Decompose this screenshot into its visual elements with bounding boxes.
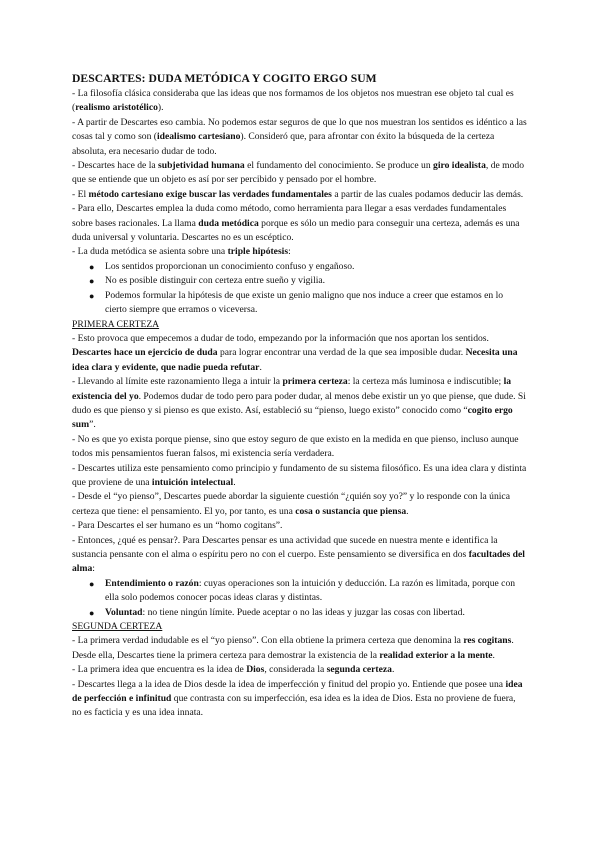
document-title: DESCARTES: DUDA METÓDICA Y COGITO ERGO SUM [72, 72, 377, 85]
bullet-icon: ● [89, 290, 95, 301]
text-run: , considerada la [264, 664, 327, 676]
bold-text: cogito ergo sum [72, 404, 513, 431]
list-item [72, 274, 527, 288]
text-run: . [492, 649, 495, 661]
bold-text: giro idealista [433, 160, 486, 172]
hypothesis-list [72, 260, 527, 318]
text-run: - Llevando al límite este razonamiento llega a intuir la [72, 376, 283, 388]
bold-text: Entendimiento o razón [105, 577, 199, 589]
text-run: - Esto provoca que empecemos a dudar de todo, empezando por la información que nos aportan los sentidos. [72, 332, 489, 344]
text-run: : la certeza más luminosa e indiscutible; [347, 376, 504, 388]
text-run: porque es sólo un medio para conseguir una certeza, además es una duda universal y voluntaria. Descartes no es un escéptico. [72, 217, 520, 244]
paragraph [72, 245, 527, 259]
text-run: - La duda metódica se asienta sobre una [72, 246, 228, 258]
text-run: Los sentidos proporcionan un conocimiento confuso y engañoso. [105, 260, 355, 272]
text-run: : [92, 563, 95, 575]
text-run: el fundamento del conocimiento. Se produce un [244, 160, 434, 172]
text-run: - Descartes hace de la [72, 160, 159, 172]
bold-text: realidad exterior a la mente [379, 649, 493, 661]
paragraph [72, 519, 527, 533]
text-run: , de modo que se entiende que un objeto es así por ser percibido y pensado por el hombre. [72, 160, 524, 186]
bold-text: idealismo cartesiano [157, 131, 241, 143]
section-heading-primera-certeza: PRIMERA CERTEZA [72, 318, 160, 330]
text-run: . Podemos dudar de todo pero para poder dudar, al menos debe existir un yo que piense, que dude. Si dudo es que pienso y si pienso es que existo. Así, estableció su “pienso, luego existo” conocido como “ [72, 390, 526, 416]
bold-text: triple hipótesis [227, 246, 289, 258]
bullet-icon: ● [89, 276, 95, 287]
text-run: a partir de las cuales podamos deducir las demás. [331, 188, 524, 200]
bold-text: Necesita una idea clara y evidente, que nadie pueda refutar [72, 347, 518, 373]
bold-text: intuición intelectual [151, 476, 234, 488]
text-run: ”. [89, 419, 96, 431]
list-item [72, 577, 527, 606]
text-run: - Desde el “yo pienso”, Descartes puede abordar la siguiente cuestión “¿quién soy yo?” y lo responde con la única certeza que tiene: el pensamiento. El yo, por tanto, es una [72, 491, 510, 517]
text-run: - La primera verdad indudable es el “yo pienso”. Con ella obtiene la primera certeza que denomina la [72, 635, 464, 647]
paragraph [72, 375, 527, 433]
paragraph [72, 534, 527, 577]
bold-text: facultades del alma [72, 549, 525, 575]
paragraph [72, 332, 527, 375]
bold-text: la existencia del yo [72, 376, 512, 402]
primera-certeza-paragraphs [72, 332, 527, 577]
segunda-certeza-paragraphs [72, 634, 527, 720]
text-run: . [233, 476, 236, 488]
text-run: que contrasta con su imperfección, esa idea es la idea de Dios. Esta no proviene de fuera, no es facticia y es una idea innata. [72, 693, 516, 719]
paragraph [72, 188, 527, 202]
paragraph [72, 87, 527, 116]
text-run: - Descartes utiliza este pensamiento como principio y fundamento de su sistema filosófico. Es una idea clara y distinta que proviene de una [72, 462, 527, 488]
bold-text: subjetividad humana [158, 160, 245, 172]
text-run: : cuyas operaciones son la intuición y deducción. La razón es limitada, porque con ella solo podemos conocer pocas ideas claras y distintas. [105, 577, 516, 604]
text-run: : no tiene ningún límite. Puede aceptar o no las ideas y juzgar las cosas con libertad. [142, 606, 465, 618]
text-run: - La primera idea que encuentra es la idea de [72, 664, 247, 676]
text-run: . [259, 361, 262, 373]
paragraph [72, 159, 527, 188]
bullet-icon: ● [89, 578, 95, 589]
text-run: para lograr encontrar una verdad de la que sea imposible dudar. [217, 347, 466, 359]
bullet-icon: ● [89, 607, 95, 618]
paragraph [72, 634, 527, 663]
bold-text: Dios [246, 664, 265, 676]
bold-text: realismo aristotélico [75, 102, 158, 114]
paragraph [72, 202, 527, 245]
paragraph [72, 116, 527, 159]
text-run: ). Consideró que, para afrontar con éxito la búsqueda de la certeza absoluta, era necesario dudar de todo. [72, 131, 495, 157]
paragraph [72, 490, 527, 519]
bullet-icon: ● [89, 261, 95, 272]
text-run: - No es que yo exista porque piense, sino que estoy seguro de que existo en la medida en que pienso, incluso aunque todos mis pensamientos fueran falsos, mi existencia sería verdadera. [72, 433, 519, 460]
text-run: ). [157, 102, 164, 114]
bold-text: método cartesiano exige buscar las verdades fundamentales [88, 188, 332, 200]
text-run: - Descartes llega a la idea de Dios desde la idea de imperfección y finitud del propio yo. Entiende que posee una [72, 678, 506, 690]
intro-paragraphs [72, 87, 527, 260]
bold-text: duda metódica [198, 217, 259, 229]
bold-text: cosa o sustancia que piensa [295, 505, 407, 517]
faculties-list [72, 577, 527, 620]
text-run: - Para ello, Descartes emplea la duda como método, como herramienta para llegar a esas verdades fundamentales sobre bases racionales. La llama [72, 203, 507, 229]
text-run: No es posible distinguir con certeza entre sueño y vigilia. [105, 275, 326, 287]
paragraph [72, 462, 527, 491]
text-run: : [288, 246, 291, 258]
list-item [72, 260, 527, 274]
bold-text: segunda certeza [326, 664, 392, 676]
paragraph [72, 678, 527, 721]
document-page [72, 71, 527, 721]
bold-text: primera certeza [282, 376, 348, 388]
bold-text: Voluntad [105, 606, 143, 618]
text-run: . [406, 505, 409, 517]
bold-text: res cogitans [463, 635, 512, 647]
text-run: - Entonces, ¿qué es pensar?. Para Descartes pensar es una actividad que sucede en nuestra mente e identifica la sustancia pensante con el alma o espíritu pero no con el cuerpo. Este pensamiento se diversifica en dos [72, 534, 498, 560]
text-run: Podemos formular la hipótesis de que existe un genio maligno que nos induce a creer que estamos en lo cierto siempre que erramos o viceversa. [105, 289, 504, 316]
bold-text: idea de perfección e infinitud [72, 678, 523, 705]
text-run: . Desde ella, Descartes tiene la primera certeza para demostrar la existencia de la [72, 635, 514, 661]
list-item [72, 606, 527, 620]
text-run: - El [72, 188, 89, 200]
text-run: . [391, 664, 395, 676]
paragraph [72, 433, 527, 462]
list-item [72, 289, 527, 318]
text-run: - Para Descartes el ser humano es un “homo cogitans”. [72, 520, 283, 532]
bold-text: Descartes hace un ejercicio de duda [72, 347, 218, 359]
text-run: - La filosofía clásica consideraba que las ideas que nos formamos de los objetos nos muestran ese objeto tal cual es ( [72, 88, 514, 114]
section-heading-segunda-certeza: SEGUNDA CERTEZA [72, 621, 163, 633]
text-run: - A partir de Descartes eso cambia. No podemos estar seguros de que lo que nos muestran los sentidos es idéntico a las cosas tal y como son ( [72, 116, 527, 143]
paragraph [72, 663, 527, 677]
